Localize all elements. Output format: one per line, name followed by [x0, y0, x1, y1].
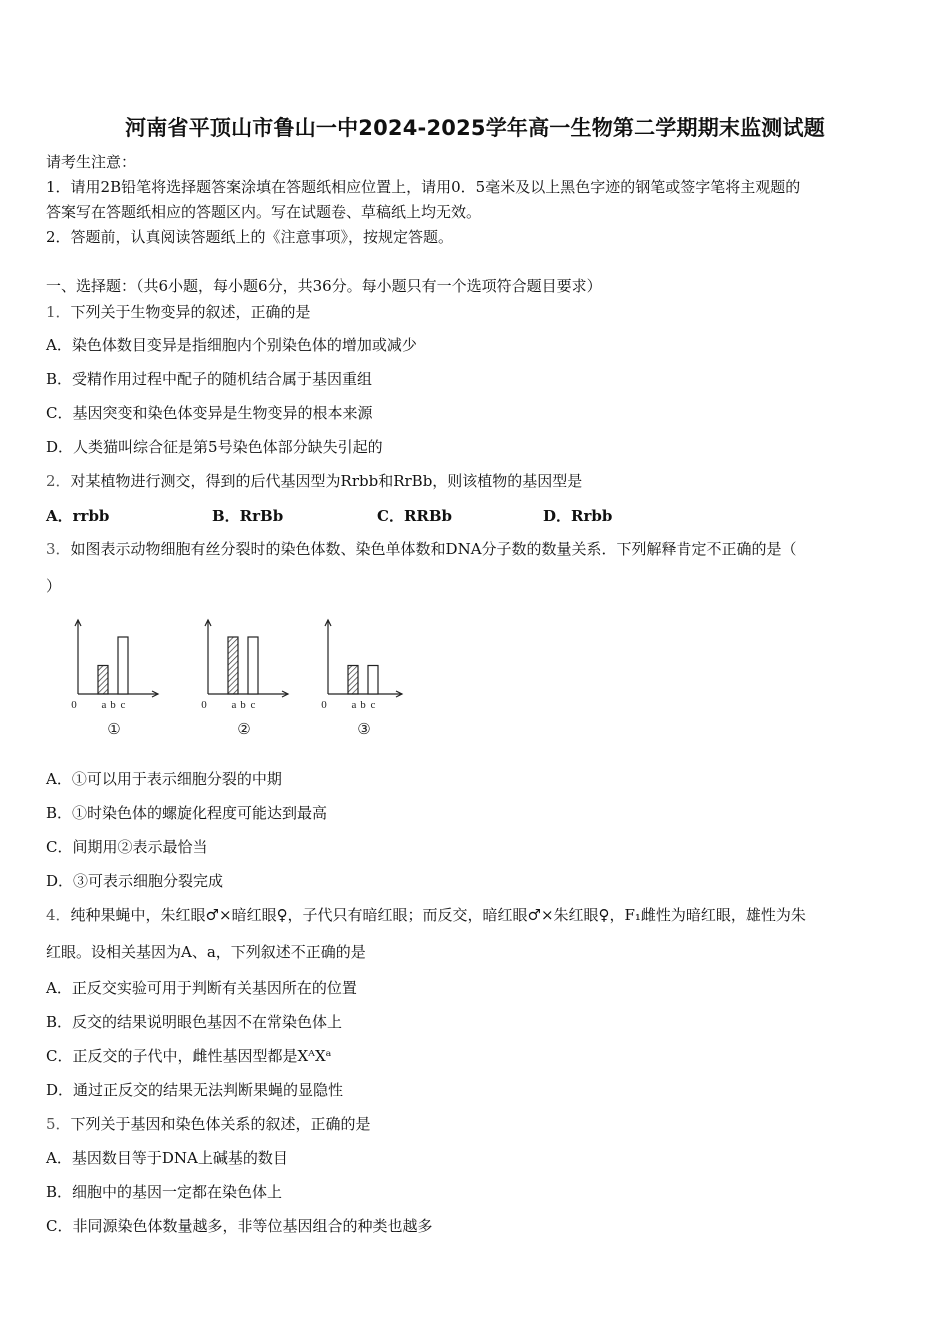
bar-c: [118, 637, 128, 694]
q4-option-d: D．通过正反交的结果无法判断果蝇的显隐性: [46, 1081, 344, 1099]
q2-option-c: C．RRBb: [377, 507, 453, 525]
question-2-number: 2．: [46, 472, 71, 490]
panel-label: ②: [237, 720, 251, 738]
q3-option-c: C．间期用②表示最恰当: [46, 838, 208, 856]
question-2-stem: [46, 471, 582, 491]
question-3-stem-end: ）: [46, 577, 62, 595]
category-label-b: b: [240, 699, 246, 711]
origin-label: 0: [201, 699, 207, 711]
category-label-b: b: [110, 699, 116, 711]
question-4-text-b: 红眼。设相关基因为A、a，下列叙述不正确的是: [46, 943, 366, 961]
q4-option-b: B．反交的结果说明眼色基因不在常染色体上: [46, 1013, 343, 1031]
section-heading: 一、选择题：（共6小题，每小题6分，共36分。每小题只有一个选项符合题目要求）: [46, 277, 602, 295]
q5-option-a: A．基因数目等于DNA上碱基的数目: [46, 1149, 288, 1167]
category-label-b: b: [360, 699, 366, 711]
q3-bar-charts: [60, 612, 420, 747]
notice-item-1a: 1．请用2B铅笔将选择题答案涂填在答题纸相应位置上，请用0．5毫米及以上黑色字迹的钢笔或签字笔将主观题的: [46, 178, 801, 196]
q3-option-d: D．③可表示细胞分裂完成: [46, 872, 224, 890]
question-3-stem: [46, 539, 797, 559]
q5-option-c: C．非同源染色体数量越多，非等位基因组合的种类也越多: [46, 1217, 433, 1235]
question-5-number: 5．: [46, 1115, 71, 1133]
bar-c: [368, 666, 378, 695]
category-label-c: c: [370, 699, 376, 711]
notice-heading: 请考生注意：: [46, 153, 137, 171]
question-4-text-a: 纯种果蝇中，朱红眼♂×暗红眼♀，子代只有暗红眼；而反交，暗红眼♂×朱红眼♀，F₁雌性为暗红眼，雄性为朱: [70, 906, 806, 924]
bar-a: [348, 666, 358, 695]
question-1-number: 1．: [46, 303, 71, 321]
category-label-a: a: [231, 699, 237, 711]
question-1-text: 下列关于生物变异的叙述，正确的是: [70, 303, 311, 321]
q4-option-c: C．正反交的子代中，雌性基因型都是XᴬXᵃ: [46, 1047, 332, 1065]
category-label-a: a: [351, 699, 357, 711]
bar-a: [98, 666, 108, 695]
origin-label: 0: [321, 699, 327, 711]
q1-option-a: A．染色体数目变异是指细胞内个别染色体的增加或减少: [46, 336, 417, 354]
question-3-number: 3．: [46, 540, 71, 558]
question-3-text: 如图表示动物细胞有丝分裂时的染色体数、染色单体数和DNA分子数的数量关系．下列解释肯定不正确的是（: [70, 540, 797, 558]
q1-option-c: C．基因突变和染色体变异是生物变异的根本来源: [46, 404, 373, 422]
q3-option-a: A．①可以用于表示细胞分裂的中期: [46, 770, 282, 788]
bar-a: [228, 637, 238, 694]
q1-option-d: D．人类猫叫综合征是第5号染色体部分缺失引起的: [46, 438, 383, 456]
notice-item-2: 2．答题前，认真阅读答题纸上的《注意事项》，按规定答题。: [46, 228, 454, 246]
category-label-a: a: [101, 699, 107, 711]
question-4-number: 4．: [46, 906, 71, 924]
question-4-stem: [46, 905, 806, 925]
question-5-text: 下列关于基因和染色体关系的叙述，正确的是: [70, 1115, 371, 1133]
q2-option-a: A．rrbb: [46, 507, 110, 525]
panel-label: ③: [357, 720, 371, 738]
bar-c: [248, 637, 258, 694]
q2-option-d: D．Rrbb: [543, 507, 613, 525]
origin-label: 0: [71, 699, 77, 711]
panel-label: ①: [107, 720, 121, 738]
notice-item-1b: 答案写在答题纸相应的答题区内。写在试题卷、草稿纸上均无效。: [46, 203, 482, 221]
q2-option-b: B．RrBb: [212, 507, 284, 525]
q1-option-b: B．受精作用过程中配子的随机结合属于基因重组: [46, 370, 373, 388]
q5-option-b: B．细胞中的基因一定都在染色体上: [46, 1183, 283, 1201]
q3-option-b: B．①时染色体的螺旋化程度可能达到最高: [46, 804, 328, 822]
category-label-c: c: [120, 699, 126, 711]
question-5-stem: [46, 1114, 371, 1134]
category-label-c: c: [250, 699, 256, 711]
q4-option-a: A．正反交实验可用于判断有关基因所在的位置: [46, 979, 357, 997]
question-2-text: 对某植物进行测交，得到的后代基因型为Rrbb和RrBb，则该植物的基因型是: [70, 472, 583, 490]
page-title: 河南省平顶山市鲁山一中2024-2025学年高一生物第二学期期末监测试题: [125, 116, 825, 140]
question-1-stem: [46, 302, 311, 322]
